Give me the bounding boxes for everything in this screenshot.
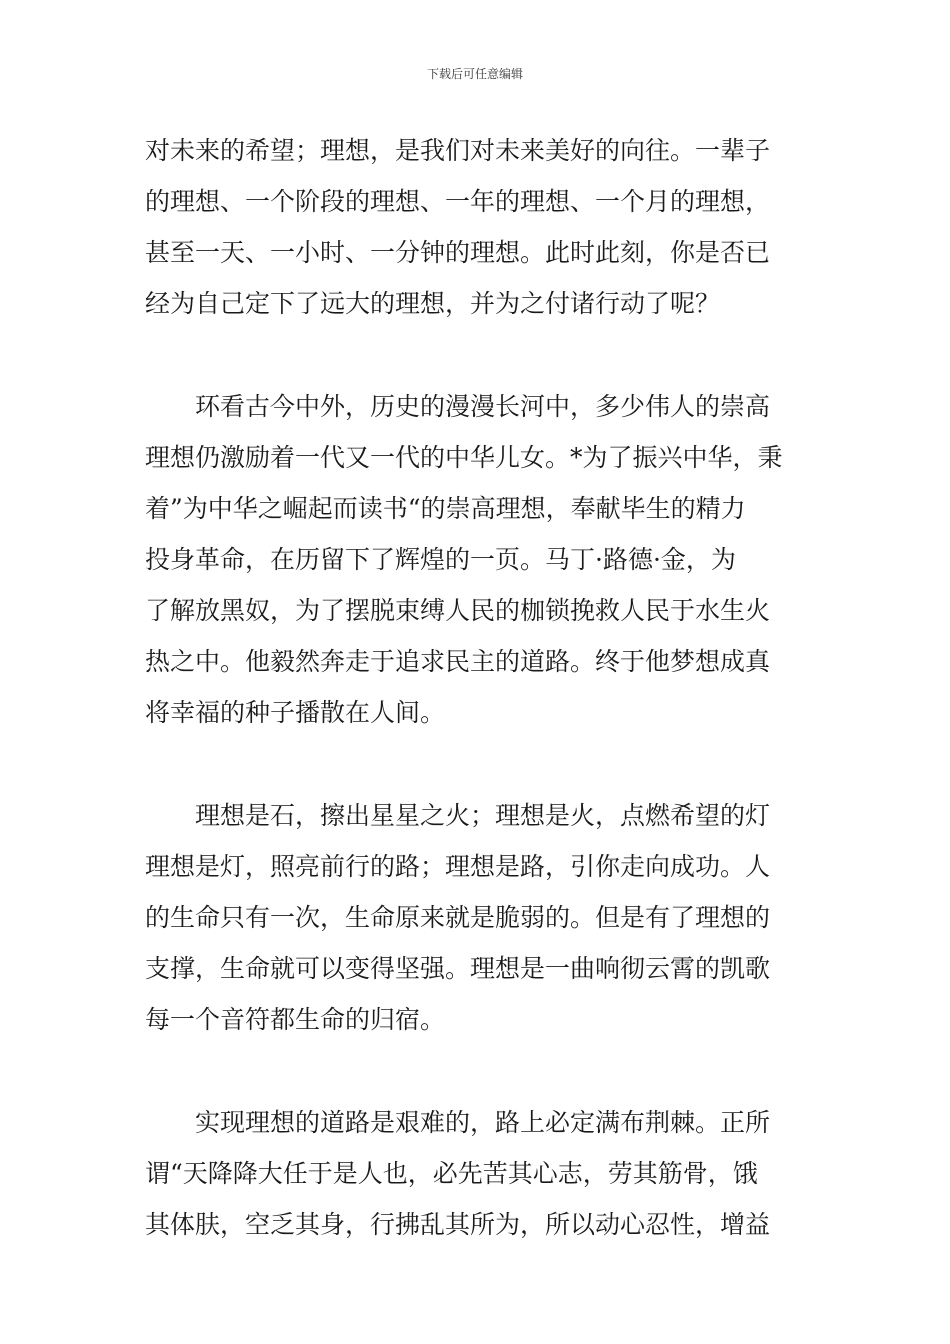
- text-line: 着”为中华之崛起而读书“的崇高理想，奉献毕生的精力: [145, 494, 746, 523]
- document-body: [145, 125, 805, 1250]
- text-line: 环看古今中外，历史的漫漫长河中，多少伟人的崇高: [195, 392, 771, 421]
- paragraph-2: [145, 381, 805, 738]
- paragraph-1: [145, 125, 805, 329]
- text-line: 其体肤，空乏其身，行拂乱其所为，所以动心忍性，增益: [145, 1210, 771, 1239]
- text-line: 的理想、一个阶段的理想、一年的理想、一个月的理想，: [145, 187, 771, 216]
- paragraph-3: [145, 790, 805, 1045]
- text-line: 经为自己定下了远大的理想，并为之付诸行动了呢？: [145, 289, 721, 318]
- page-header: 下载后可任意编辑: [426, 67, 523, 81]
- text-line: 支撑，生命就可以变得坚强。理想是一曲响彻云霄的凯歌: [145, 954, 771, 983]
- text-line: 了解放黑奴，为了摆脱束缚人民的枷锁挽救人民于水生火: [145, 596, 771, 625]
- text-line: 甚至一天、一小时、一分钟的理想。此时此刻，你是否已: [145, 238, 771, 267]
- text-line: 投身革命，在历留下了辉煌的一页。马丁·路德·金，为: [145, 545, 736, 574]
- text-line: 理想是石，擦出星星之火；理想是火，点燃希望的灯: [195, 801, 771, 830]
- text-line: 理想仍激励着一代又一代的中华儿女。*为了振兴中华，秉: [145, 443, 783, 472]
- text-line: 对未来的希望；理想，是我们对未来美好的向往。一辈子: [145, 136, 771, 165]
- text-line: 将幸福的种子播散在人间。: [145, 698, 446, 727]
- text-line: 的生命只有一次，生命原来就是脆弱的。但是有了理想的: [145, 903, 771, 932]
- text-line: 热之中。他毅然奔走于追求民主的道路。终于他梦想成真: [145, 647, 771, 676]
- text-line: 每一个音符都生命的归宿。: [145, 1005, 446, 1034]
- text-line: 谓“天降降大任于是人也，必先苦其心志，劳其筋骨，饿: [145, 1159, 758, 1188]
- text-line: 理想是灯，照亮前行的路；理想是路，引你走向成功。人: [145, 852, 771, 881]
- text-line: 实现理想的道路是艰难的，路上必定满布荆棘。正所: [195, 1108, 771, 1137]
- paragraph-4: [145, 1097, 805, 1250]
